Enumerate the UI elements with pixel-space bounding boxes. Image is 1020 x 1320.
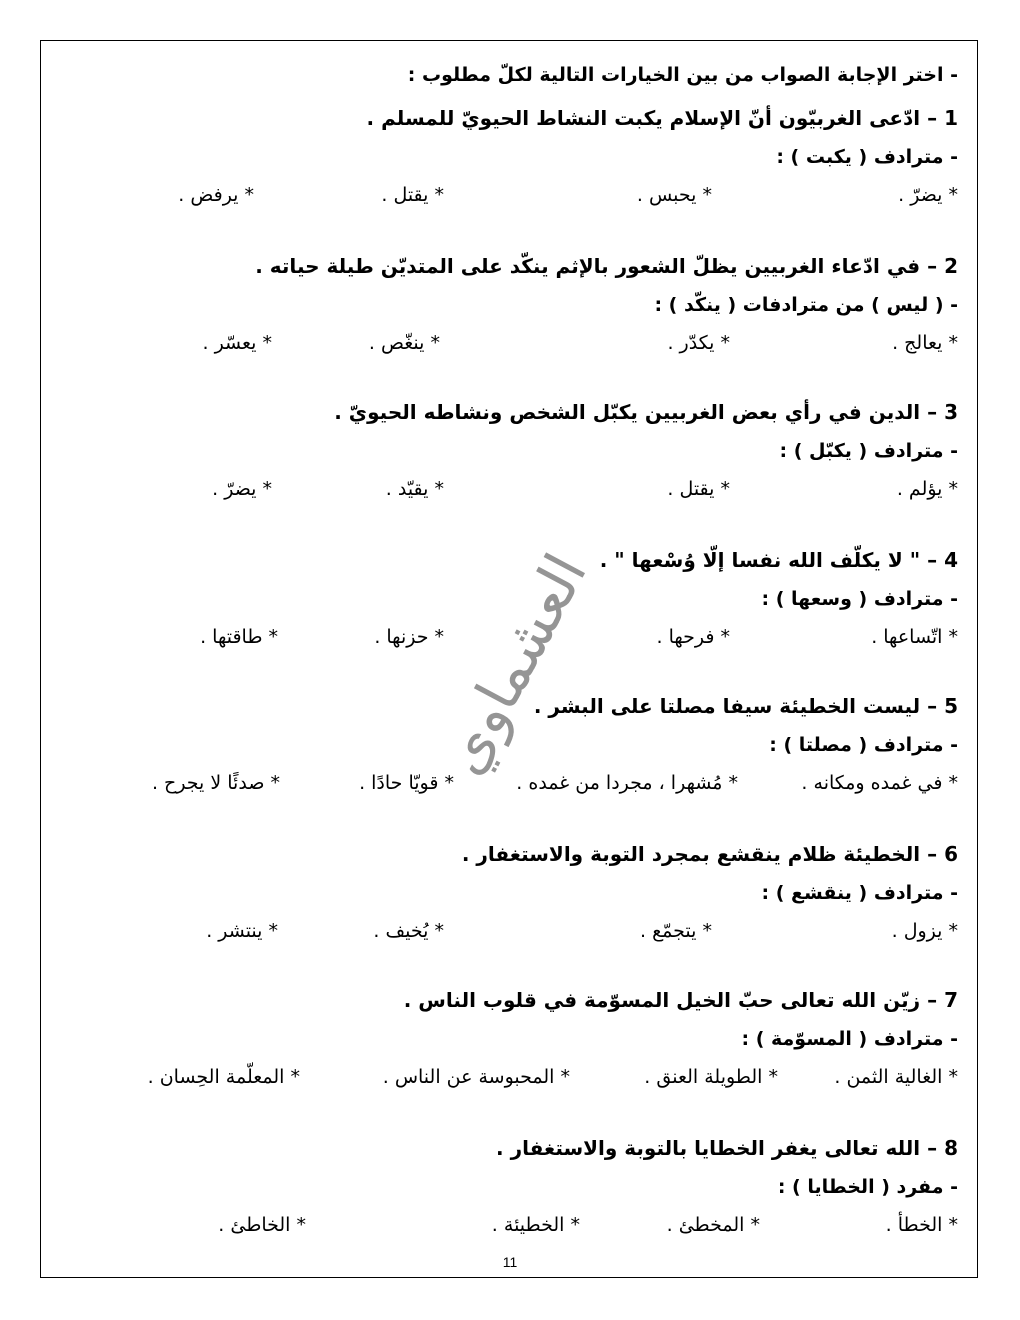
question-1: 1 – ادّعى الغربيّون أنّ الإسلام يكبت النشاط الحيويّ للمسلم . <box>366 106 958 130</box>
option[interactable]: * المخطئ . <box>666 1214 760 1236</box>
option[interactable]: * مُشهرا ، مجردا من غمده . <box>516 772 738 794</box>
question-1-prompt: - مترادف ( يكبت ) : <box>776 146 958 168</box>
question-2-prompt: - ( ليس ) من مترادفات ( ينكّد ) : <box>654 294 958 316</box>
option[interactable]: * الغالية الثمن . <box>834 1066 958 1088</box>
question-2: 2 – في ادّعاء الغربيين يظلّ الشعور بالإثم ينكّد على المتديّن طيلة حياته . <box>255 254 958 278</box>
option[interactable]: * اتّساعها . <box>871 626 958 648</box>
option[interactable]: * في غمده ومكانه . <box>801 772 958 794</box>
question-7: 7 – زيّن الله تعالى حبّ الخيل المسوّمة في قلوب الناس . <box>403 988 958 1012</box>
option[interactable]: * يرفض . <box>178 184 254 206</box>
option[interactable]: * يعسّر . <box>202 332 272 354</box>
question-3-options <box>108 478 958 508</box>
question-8-prompt: - مفرد ( الخطايا ) : <box>777 1176 958 1198</box>
option[interactable]: * الخاطئ . <box>218 1214 306 1236</box>
question-6-prompt: - مترادف ( ينقشع ) : <box>761 882 958 904</box>
question-4: 4 – " لا يكلّف الله نفسا إلّا وُسْعها " . <box>599 548 958 572</box>
option[interactable]: * يقتل . <box>381 184 444 206</box>
option[interactable]: * فرحها . <box>656 626 730 648</box>
option[interactable]: * يضرّ . <box>898 184 958 206</box>
question-8-options <box>108 1214 958 1244</box>
option[interactable]: * حزنها . <box>374 626 444 648</box>
option[interactable]: * طاقتها . <box>200 626 278 648</box>
option[interactable]: * يضرّ . <box>212 478 272 500</box>
option[interactable]: * ينغّص . <box>368 332 440 354</box>
option[interactable]: * ينتشر . <box>206 920 278 942</box>
option[interactable]: * يزول . <box>891 920 958 942</box>
option[interactable]: * يقتل . <box>667 478 730 500</box>
option[interactable]: * الخطيئة . <box>491 1214 580 1236</box>
option[interactable]: * المحبوسة عن الناس . <box>382 1066 570 1088</box>
question-7-prompt: - مترادف ( المسوّمة ) : <box>741 1028 958 1050</box>
option[interactable]: * يقيّد . <box>385 478 444 500</box>
question-3: 3 – الدين في رأي بعض الغربيين يكبّل الشخص ونشاطه الحيويّ . <box>334 400 958 424</box>
option[interactable]: * يؤلم . <box>896 478 958 500</box>
page-number: 11 <box>502 1254 518 1270</box>
question-5: 5 – ليست الخطيئة سيفا مصلتا على البشر . <box>533 694 958 718</box>
option[interactable]: * يُخيف . <box>373 920 444 942</box>
option[interactable]: * الطويلة العنق . <box>644 1066 778 1088</box>
question-5-options <box>108 772 958 802</box>
question-6-options <box>108 920 958 950</box>
question-6: 6 – الخطيئة ظلام ينقشع بمجرد التوبة والاستغفار . <box>461 842 958 866</box>
question-3-prompt: - مترادف ( يكبّل ) : <box>779 440 958 462</box>
option[interactable]: * يعالج . <box>892 332 958 354</box>
option[interactable]: * قويّا حادًا . <box>359 772 454 794</box>
option[interactable]: * المعلّمة الحِسان . <box>147 1066 300 1088</box>
question-1-options <box>108 184 958 214</box>
option[interactable]: * صدئًا لا يجرح . <box>151 772 280 794</box>
question-7-options <box>108 1066 958 1096</box>
question-2-options <box>108 332 958 362</box>
option[interactable]: * يكدّر . <box>667 332 730 354</box>
instruction: - اختر الإجابة الصواب من بين الخيارات التالية لكلّ مطلوب : <box>407 64 958 86</box>
question-5-prompt: - مترادف ( مصلتا ) : <box>769 734 958 756</box>
question-8: 8 – الله تعالى يغفر الخطايا بالتوبة والاستغفار . <box>496 1136 958 1160</box>
option[interactable]: * يتجمّع . <box>639 920 712 942</box>
watermark: العشماوي <box>428 542 600 786</box>
question-4-prompt: - مترادف ( وسعها ) : <box>761 588 958 610</box>
option[interactable]: * يحبس . <box>636 184 712 206</box>
option[interactable]: * الخطأ . <box>885 1214 958 1236</box>
